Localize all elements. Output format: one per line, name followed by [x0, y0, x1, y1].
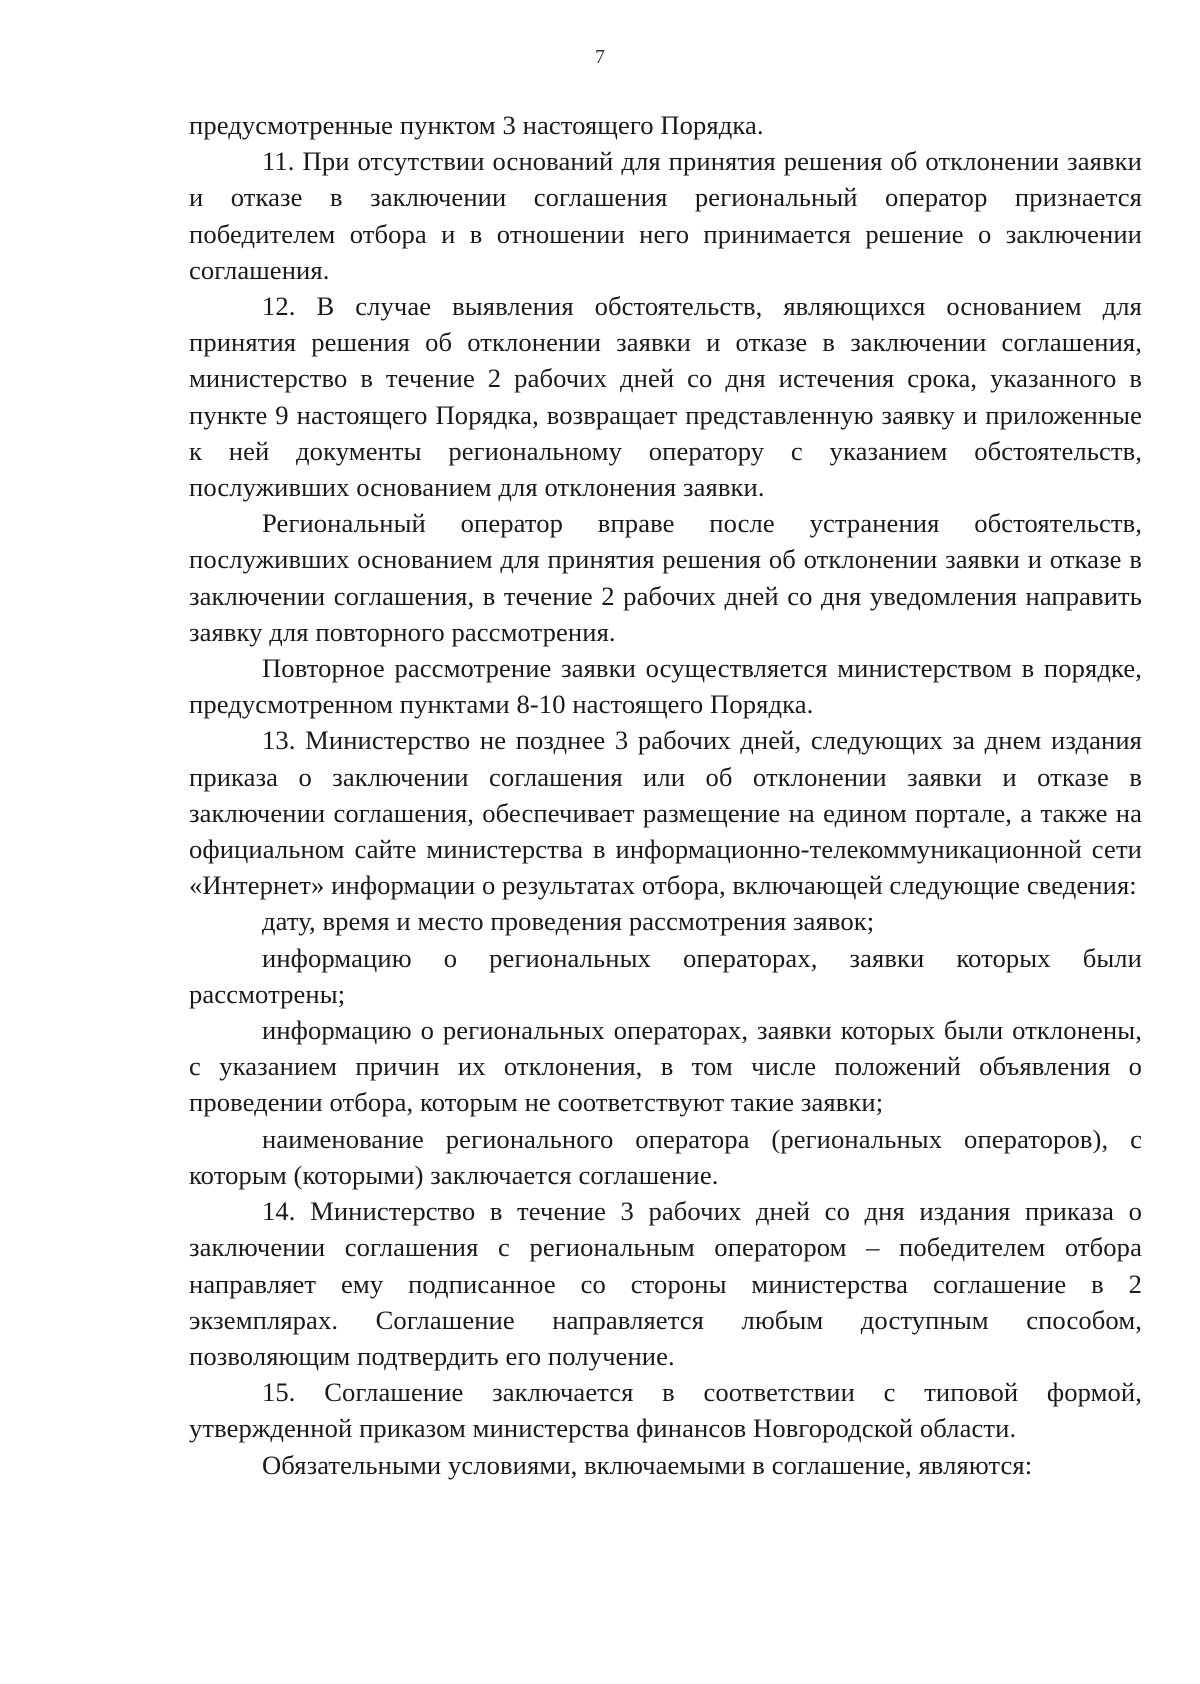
- paragraph-item-15: 15. Соглашение заключается в соответствии с типовой формой, утвержденной приказом министерства финансов Новгородской области.: [189, 1377, 1142, 1444]
- document-body: [189, 107, 1142, 1483]
- paragraph-list-operator-name: наименование регионального оператора (региональных операторов), с которым (которыми) заключается соглашение.: [189, 1123, 1142, 1190]
- paragraph-item-13: 13. Министерство не позднее 3 рабочих дней, следующих за днем издания приказа о заключении соглашения или об отклонении заявки и отказе в заключении соглашения, обеспечивает размещение на едином портале, а также на официальном сайте министерства в информационно-телекоммуникационной сети «Интернет» информации о результатах отбора, включающей следующие сведения:: [189, 725, 1142, 901]
- paragraph-repeat-review: Повторное рассмотрение заявки осуществляется министерством в порядке, предусмотренном пунктами 8-10 настоящего Порядка.: [189, 653, 1142, 720]
- paragraph-mandatory-conditions: Обязательными условиями, включаемыми в соглашение, являются:: [262, 1449, 1033, 1480]
- paragraph-list-date: дату, время и место проведения рассмотрения заявок;: [262, 906, 875, 937]
- page-number: 7: [595, 46, 605, 68]
- paragraph-continuation: предусмотренные пунктом 3 настоящего Порядка.: [189, 110, 764, 140]
- paragraph-item-14: 14. Министерство в течение 3 рабочих дней со дня издания приказа о заключении соглашения с региональным оператором – победителем отбора направляет ему подписанное со стороны министерства соглашение в 2 экземплярах. Соглашение направляется любым доступным способом, позволяющим подтвердить его получение.: [189, 1196, 1142, 1371]
- paragraph-item-11: 11. При отсутствии оснований для принятия решения об отклонении заявки и отказе в заключении соглашения региональный оператор признается победителем отбора и в отношении него принимается решение о заключении соглашения.: [189, 146, 1142, 285]
- paragraph-list-rejected: информацию о региональных операторах, заявки которых были отклонены, с указанием причин их отклонения, в том числе положений объявления о проведении отбора, которым не соответствуют такие заявки;: [189, 1015, 1142, 1118]
- paragraph-item-12: 12. В случае выявления обстоятельств, являющихся основанием для принятия решения об отклонении заявки и отказе в заключении соглашения, министерство в течение 2 рабочих дней со дня истечения срока, указанного в пункте 9 настоящего Порядка, возвращает представленную заявку и приложенные к ней документы региональному оператору с указанием обстоятельств, послуживших основанием для отклонения заявки.: [189, 291, 1142, 503]
- paragraph-resubmission: Региональный оператор вправе после устранения обстоятельств, послуживших основанием для принятия решения об отклонении заявки и отказе в заключении соглашения, в течение 2 рабочих дней со дня уведомления направить заявку для повторного рассмотрения.: [189, 508, 1142, 647]
- paragraph-list-reviewed: информацию о региональных операторах, заявки которых были рассмотрены;: [189, 942, 1142, 1009]
